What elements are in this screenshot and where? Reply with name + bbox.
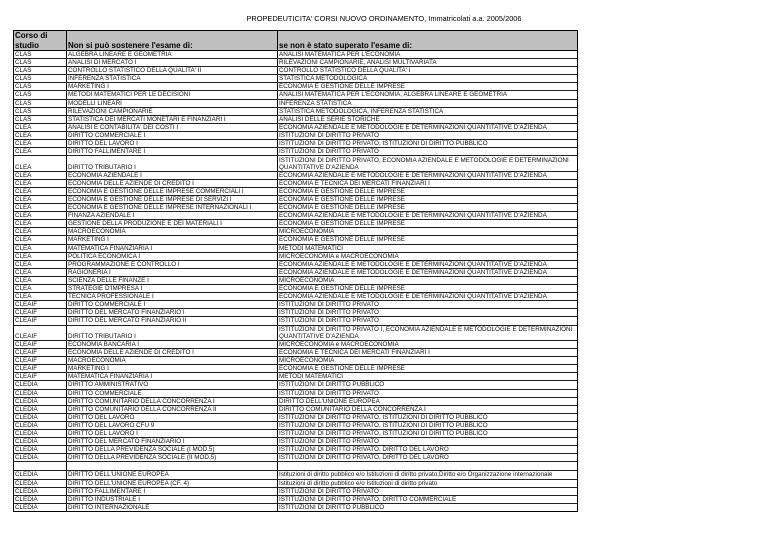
table-row <box>14 260 578 268</box>
table-row <box>14 349 578 357</box>
table-row <box>14 59 578 67</box>
cell-course: CLEA <box>14 131 67 139</box>
cell-prereq: METODI MATEMATICI <box>278 373 578 381</box>
cell-exam: DIRITTO DEL LAVORO CFU 9 <box>67 421 278 429</box>
table-row <box>14 413 578 421</box>
cell-course: CLEA <box>14 187 67 195</box>
cell-exam: DIRITTO DEL MERCATO FINANZIARIO I <box>67 438 278 446</box>
cell-course: CLAS <box>14 67 67 75</box>
cell-exam: DIRITTO INTERNAZIONALE <box>67 503 278 511</box>
cell-exam: ECONOMIA DELLE AZIENDE DI CREDITO I <box>67 349 278 357</box>
cell-course: CLEDIA <box>14 471 67 479</box>
cell-course: CLEDIA <box>14 421 67 429</box>
cell-prereq: ISTITUZIONI DI DIRITTO PRIVATO, DIRITTO DEL LAVORO <box>278 454 578 462</box>
header-unless-passed: se non è stato superato l'esame di: <box>278 31 578 51</box>
cell-exam: MARKETING I <box>67 365 278 373</box>
cell-course: CLEA <box>14 220 67 228</box>
table-row <box>14 99 578 107</box>
cell-prereq: ECONOMIA E GESTIONE DELLE IMPRESE <box>278 196 578 204</box>
cell-exam: DIRITTO COMMERCIALE I <box>67 301 278 309</box>
cell-course: CLEDIA <box>14 446 67 454</box>
cell-prereq: DIRITTO COMUNITARIO DELLA CONCORRENZA I <box>278 405 578 413</box>
cell-exam: DIRITTO TRIBUTARIO I <box>67 156 278 172</box>
cell-exam: MATEMATICA FINANZIARIA I <box>67 244 278 252</box>
cell-course: CLEA <box>14 285 67 293</box>
cell-exam: DIRITTO TRIBUTARIO I <box>67 325 278 341</box>
cell-prereq: ISTITUZIONI DI DIRITTO PRIVATO <box>278 309 578 317</box>
cell-exam: ANALISI E CONTABILITA' DEI COSTI I <box>67 123 278 131</box>
table-spacer-row <box>14 462 578 471</box>
cell-exam: ECONOMIA E GESTIONE DELLE IMPRESE INTERNAZIONALI I <box>67 204 278 212</box>
cell-course: CLEDIA <box>14 503 67 511</box>
table-row <box>14 471 578 479</box>
cell-exam: SCIENZA DELLE FINANZE I <box>67 276 278 284</box>
cell-prereq: CONTROLLO STATISTICO DELLA QUALITA' I <box>278 67 578 75</box>
cell-exam: MACROECONOMIA <box>67 228 278 236</box>
table-row <box>14 67 578 75</box>
cell-prereq: ANALISI MATEMATICA PER L'ECONOMIA <box>278 51 578 59</box>
cell-exam: MODELLI LINEARI <box>67 99 278 107</box>
header-course-line1: Corso di <box>15 31 48 40</box>
cell-exam: DIRITTO COMUNITARIO DELLA CONCORRENZA II <box>67 405 278 413</box>
cell-prereq: MICROECONOMIA <box>278 357 578 365</box>
cell-prereq: ECONOMIA AZIENDALE E METODOLOGIE E DETERMINAZIONI QUANTITATIVE D'AZIENDA <box>278 171 578 179</box>
cell-exam: DIRITTO DEL LAVORO I <box>67 430 278 438</box>
cell-prereq: ECONOMIA E GESTIONE DELLE IMPRESE <box>278 220 578 228</box>
cell-course: CLEA <box>14 140 67 148</box>
cell-prereq: ECONOMIA E GESTIONE DELLE IMPRESE <box>278 83 578 91</box>
table-row <box>14 325 578 341</box>
cell-course: CLEDIA <box>14 454 67 462</box>
cell-exam: DIRITTO COMMERCIALE <box>67 389 278 397</box>
cell-prereq: ECONOMIA E GESTIONE DELLE IMPRESE <box>278 187 578 195</box>
cell-exam: ECONOMIA DELLE AZIENDE DI CREDITO I <box>67 179 278 187</box>
table-row <box>14 495 578 503</box>
cell-exam: DIRITTO DELL'UNIONE EUROPEA (CF. 4) <box>67 479 278 487</box>
cell-prereq: ECONOMIA E TECNICA DEI MERCATI FINANZIARI I <box>278 349 578 357</box>
cell-prereq: ECONOMIA E GESTIONE DELLE IMPRESE <box>278 236 578 244</box>
cell-prereq: ISTITUZIONI DI DIRITTO PRIVATO, ISTITUZIONI DI DIRITTO PUBBLICO <box>278 421 578 429</box>
cell-exam: RAGIONERIA I <box>67 268 278 276</box>
table-row <box>14 187 578 195</box>
table-row <box>14 83 578 91</box>
table-row <box>14 228 578 236</box>
cell-course: CLEDIA <box>14 430 67 438</box>
cell-prereq: ISTITUZIONI DI DIRITTO PRIVATO <box>278 487 578 495</box>
cell-exam: DIRITTO INDUSTRIALE I <box>67 495 278 503</box>
cell-exam: INFERENZA STATISTICA <box>67 75 278 83</box>
cell-course: CLAS <box>14 91 67 99</box>
cell-prereq: ISTITUZIONI DI DIRITTO PRIVATO <box>278 131 578 139</box>
cell-course: CLEAIF <box>14 325 67 341</box>
cell-prereq: INFERENZA STATISTICA <box>278 99 578 107</box>
cell-prereq: ISTITUZIONI DI DIRITTO PRIVATO, ECONOMIA AZIENDALE E METODOLOGIE E DETERMINAZIONI QUANTITATIVE D'AZIENDA <box>278 156 578 172</box>
cell-prereq: MICROECONOMIA e MACROECONOMIA <box>278 252 578 260</box>
table-row <box>14 196 578 204</box>
cell-prereq: ISTITUZIONI DI DIRITTO PRIVATO, DIRITTO DEL LAVORO <box>278 446 578 454</box>
cell-prereq: ISTITUZIONI DI DIRITTO PRIVATO, DIRITTO COMMERCIALE <box>278 495 578 503</box>
table-row <box>14 487 578 495</box>
cell-exam: MARKETING I <box>67 236 278 244</box>
cell-course: CLEDIA <box>14 479 67 487</box>
cell-exam: DIRITTO DEL LAVORO I <box>67 140 278 148</box>
cell-prereq: STATISTICA METODOLOGICA, INFERENZA STATISTICA <box>278 107 578 115</box>
table-row <box>14 357 578 365</box>
table-row <box>14 446 578 454</box>
cell-prereq: MICROECONOMIA e MACROECONOMIA <box>278 341 578 349</box>
cell-exam: DIRITTO DELL'UNIONE EUROPEA <box>67 471 278 479</box>
cell-prereq: ECONOMIA AZIENDALE E METODOLOGIE E DETERMINAZIONI QUANTITATIVE D'AZIENDA <box>278 268 578 276</box>
cell-exam: ECONOMIA AZIENDALE I <box>67 171 278 179</box>
cell-exam: ALGEBRA LINEARE E GEOMETRIA <box>67 51 278 59</box>
cell-course: CLEAIF <box>14 317 67 325</box>
cell-exam: TECNICA PROFESSIONALE I <box>67 293 278 301</box>
cell-exam: STATISTICA DEI MERCATI MONETARI E FINANZIARI I <box>67 115 278 123</box>
table-row <box>14 204 578 212</box>
table-row <box>14 479 578 487</box>
cell-prereq: ECONOMIA E GESTIONE DELLE IMPRESE <box>278 285 578 293</box>
cell-exam: ECONOMIA BANCARIA I <box>67 341 278 349</box>
cell-prereq: ECONOMIA AZIENDALE E METODOLOGIE E DETERMINAZIONI QUANTITATIVE D'AZIENDA <box>278 123 578 131</box>
cell-exam: DIRITTO COMUNITARIO DELLA CONCORRENZA I <box>67 397 278 405</box>
cell-prereq: ISTITUZIONI DI DIRITTO PUBBLICO <box>278 503 578 511</box>
table-row <box>14 421 578 429</box>
table-row <box>14 430 578 438</box>
table-row <box>14 317 578 325</box>
cell-prereq: ECONOMIA E GESTIONE DELLE IMPRESE <box>278 204 578 212</box>
table-row <box>14 156 578 172</box>
cell-course: CLEDIA <box>14 405 67 413</box>
cell-prereq: ISTITUZIONI DI DIRITTO PRIVATO <box>278 317 578 325</box>
cell-prereq: ANALISI MATEMATICA PER L'ECONOMIA, ALGEBRA LINEARE E GEOMETRIA <box>278 91 578 99</box>
cell-prereq: MICROECONOMIA <box>278 276 578 284</box>
table-row <box>14 236 578 244</box>
table-row <box>14 454 578 462</box>
table-row <box>14 252 578 260</box>
cell-prereq: ISTITUZIONI DI DIRITTO PRIVATO, ISTITUZIONI DI DIRITTO PUBBLICO <box>278 140 578 148</box>
cell-prereq: ECONOMIA E TECNICA DEI MERCATI FINANZIARI I <box>278 179 578 187</box>
cell-prereq: ISTITUZIONI DI DIRITTO PRIVATO <box>278 438 578 446</box>
cell-course: CLEA <box>14 293 67 301</box>
document-title: PROPEDEUTICITA' CORSI NUOVO ORDINAMENTO, Immatricolati a.a. 2005/2006 <box>246 14 522 23</box>
table-row <box>14 91 578 99</box>
table-row <box>14 268 578 276</box>
cell-prereq: DIRITTO DELL'UNIONE EUROPEA <box>278 397 578 405</box>
cell-exam: PROGRAMMAZIONE E CONTROLLO I <box>67 260 278 268</box>
table-row <box>14 140 578 148</box>
cell-course: CLEDIA <box>14 381 67 389</box>
table-row <box>14 75 578 83</box>
cell-course: CLEDIA <box>14 389 67 397</box>
cell-exam: DIRITTO DELLA PREVIDENZA SOCIALE (II MOD.5) <box>67 454 278 462</box>
table-row <box>14 131 578 139</box>
cell-course: CLAS <box>14 107 67 115</box>
table-row <box>14 341 578 349</box>
header-cannot-take: Non si può sostenere l'esame di: <box>67 31 278 51</box>
table-row <box>14 309 578 317</box>
cell-course: CLEA <box>14 204 67 212</box>
cell-course: CLEA <box>14 268 67 276</box>
cell-course: CLEA <box>14 148 67 156</box>
cell-course: CLEA <box>14 212 67 220</box>
cell-course: CLEA <box>14 171 67 179</box>
cell-exam: DIRITTO COMMERCIALE I <box>67 131 278 139</box>
cell-course: CLEDIA <box>14 413 67 421</box>
cell-course: CLEAIF <box>14 341 67 349</box>
table-row <box>14 148 578 156</box>
cell-exam: CONTROLLO STATISTICO DELLA QUALITA' II <box>67 67 278 75</box>
header-course-line2: studio <box>15 40 39 50</box>
cell-course: CLAS <box>14 83 67 91</box>
cell-exam: RILEVAZIONI CAMPIONARIE <box>67 107 278 115</box>
cell-course: CLEDIA <box>14 397 67 405</box>
table-row <box>14 373 578 381</box>
cell-exam: ECONOMIA E GESTIONE DELLE IMPRESE COMMERCIALI I <box>67 187 278 195</box>
cell-course: CLEAIF <box>14 349 67 357</box>
cell-prereq: ISTITUZIONI DI DIRITTO PRIVATO, ISTITUZIONI DI DIRITTO PUBBLICO <box>278 413 578 421</box>
cell-exam: DIRITTO FALLIMENTARE I <box>67 487 278 495</box>
cell-exam: METODI MATEMATICI PER LE DECISIONI <box>67 91 278 99</box>
cell-course: CLEDIA <box>14 487 67 495</box>
table-row <box>14 179 578 187</box>
prerequisites-table <box>13 30 578 512</box>
cell-exam: DIRITTO FALLIMENTARE I <box>67 148 278 156</box>
cell-course: CLEA <box>14 236 67 244</box>
cell-exam: DIRITTO DEL LAVORO <box>67 413 278 421</box>
table-row <box>14 115 578 123</box>
cell-prereq: ISTITUZIONI DI DIRITTO PRIVATO, ISTITUZIONI DI DIRITTO PUBBLICO <box>278 430 578 438</box>
cell-course: CLAS <box>14 59 67 67</box>
table-row <box>14 212 578 220</box>
cell-exam: DIRITTO DEL MERCATO FINANZIARIO II <box>67 317 278 325</box>
table-row <box>14 244 578 252</box>
cell-course: CLEA <box>14 123 67 131</box>
cell-prereq: ECONOMIA AZIENDALE E METODOLOGIE E DETERMINAZIONI QUANTITATIVE D'AZIENDA <box>278 293 578 301</box>
table-row <box>14 397 578 405</box>
cell-exam: STRATEGIE D'IMPRESA I <box>67 285 278 293</box>
table-row <box>14 381 578 389</box>
table-row <box>14 405 578 413</box>
cell-course: CLEA <box>14 156 67 172</box>
table-row <box>14 171 578 179</box>
cell-course: CLEDIA <box>14 495 67 503</box>
cell-exam: ECONOMIA E GESTIONE DELLE IMPRESE DI SERVIZI I <box>67 196 278 204</box>
cell-course: CLEAIF <box>14 373 67 381</box>
table-row <box>14 301 578 309</box>
table-row <box>14 503 578 511</box>
cell-prereq: ISTITUZIONI DI DIRITTO PUBBLICO <box>278 381 578 389</box>
cell-course: CLAS <box>14 99 67 107</box>
cell-exam: POLITICA ECONOMICA I <box>67 252 278 260</box>
cell-course <box>14 462 67 471</box>
cell-exam: GESTIONE DELLA PRODUZIONE E DEI MATERIALI I <box>67 220 278 228</box>
cell-prereq: ECONOMIA E GESTIONE DELLE IMPRESE <box>278 365 578 373</box>
cell-course: CLEAIF <box>14 365 67 373</box>
cell-exam: MARKETING I <box>67 83 278 91</box>
cell-exam: MACROECONOMIA <box>67 357 278 365</box>
table-row <box>14 389 578 397</box>
table-row <box>14 285 578 293</box>
cell-course: CLEAIF <box>14 301 67 309</box>
table-row <box>14 438 578 446</box>
cell-course: CLEA <box>14 276 67 284</box>
cell-course: CLEA <box>14 252 67 260</box>
cell-prereq: MICROECONOMIA <box>278 228 578 236</box>
cell-course: CLAS <box>14 115 67 123</box>
table-row <box>14 51 578 59</box>
cell-course: CLEDIA <box>14 438 67 446</box>
cell-prereq <box>278 462 578 471</box>
table-row <box>14 365 578 373</box>
cell-course: CLEA <box>14 196 67 204</box>
cell-prereq: ISTITUZIONI DI DIRITTO PRIVATO <box>278 148 578 156</box>
cell-prereq: ISTITUZIONI DI DIRITTO PRIVATO <box>278 301 578 309</box>
cell-course: CLEA <box>14 228 67 236</box>
cell-exam: ANALISI DI MERCATO I <box>67 59 278 67</box>
cell-course: CLAS <box>14 51 67 59</box>
cell-course: CLEAIF <box>14 309 67 317</box>
cell-course: CLEA <box>14 244 67 252</box>
cell-exam: DIRITTO DELLA PREVIDENZA SOCIALE (I MOD.5) <box>67 446 278 454</box>
table-header-row <box>14 31 578 51</box>
cell-exam: FINANZA AZIENDALE I <box>67 212 278 220</box>
cell-exam: DIRITTO AMMINISTRATIVO <box>67 381 278 389</box>
table-row <box>14 220 578 228</box>
cell-prereq: Istituzioni di diritto pubblico e/o Istituzioni di diritto privato <box>278 479 578 487</box>
cell-course: CLEAIF <box>14 357 67 365</box>
table-row <box>14 276 578 284</box>
cell-prereq: ISTITUZIONI DI DIRITTO PRIVATO <box>278 389 578 397</box>
cell-prereq: METODI MATEMATICI <box>278 244 578 252</box>
cell-course: CLEA <box>14 179 67 187</box>
cell-exam: DIRITTO DEL MERCATO FINANZIARIO I <box>67 309 278 317</box>
cell-exam <box>67 462 278 471</box>
table-row <box>14 107 578 115</box>
cell-prereq: RILEVAZIONI CAMPIONARIE, ANALISI MULTIVARIATA <box>278 59 578 67</box>
table-row <box>14 293 578 301</box>
cell-prereq: ISTITUZIONI DI DIRITTO PRIVATO I, ECONOMIA AZIENDALE E METODOLOGIE E DETERMINAZIONI QUANTITATIVE D'AZIENDA <box>278 325 578 341</box>
cell-exam: MATEMATICA FINANZIARIA I <box>67 373 278 381</box>
cell-prereq: ANALISI DELLE SERIE STORICHE <box>278 115 578 123</box>
cell-prereq: Istituzioni di diritto pubblico e/o Istituzioni di diritto privato;Diritto e/o Organizzazione internazionale <box>278 471 578 479</box>
cell-course: CLEA <box>14 260 67 268</box>
cell-prereq: ECONOMIA AZIENDALE E METODOLOGIE E DETERMINAZIONI QUANTITATIVE D'AZIENDA <box>278 260 578 268</box>
table-row <box>14 123 578 131</box>
header-course <box>14 31 67 51</box>
cell-prereq: STATISTICA METODOLOGICA <box>278 75 578 83</box>
cell-course: CLAS <box>14 75 67 83</box>
cell-prereq: ECONOMIA AZIENDALE E METODOLOGIE E DETERMINAZIONI QUANTITATIVE D'AZIENDA <box>278 212 578 220</box>
